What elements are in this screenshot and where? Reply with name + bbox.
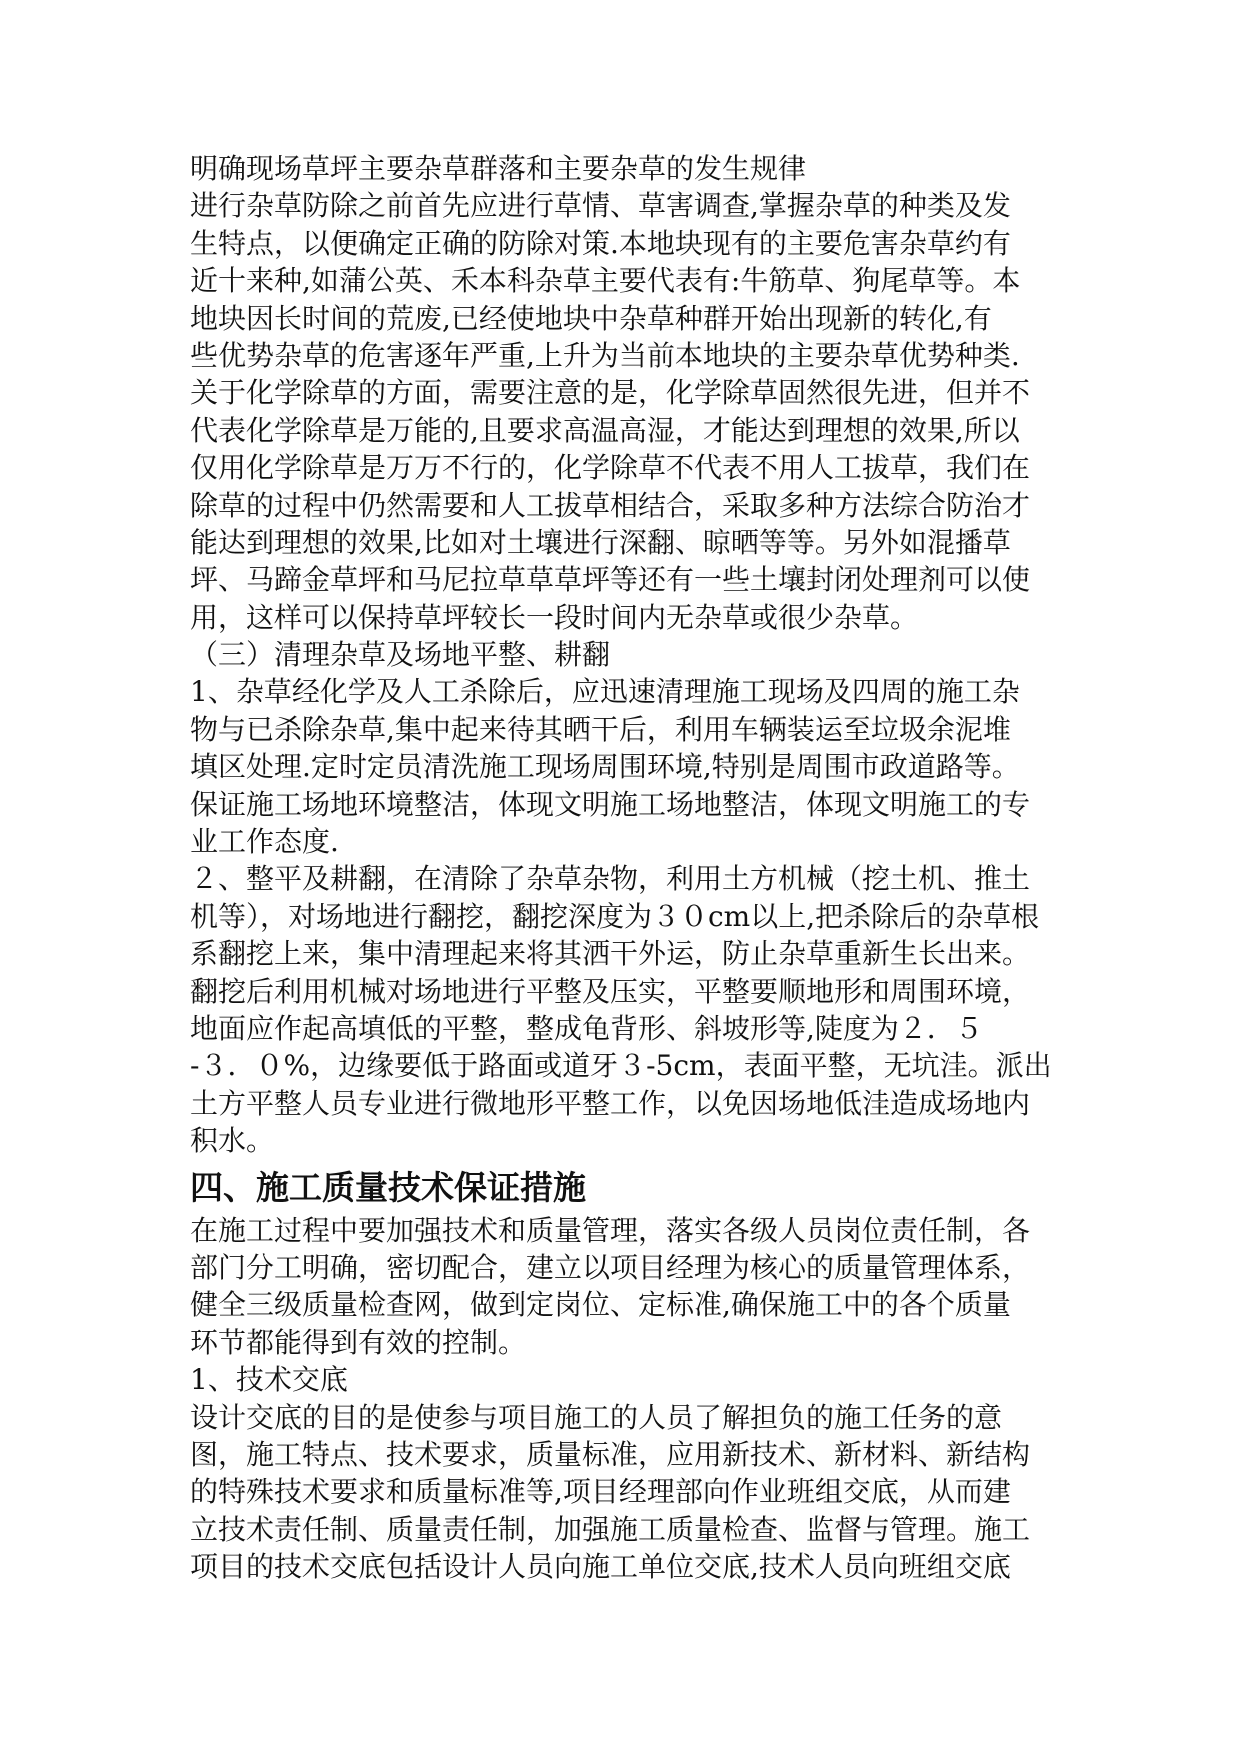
text-line: 地块因长时间的荒废,已经使地块中杂草种群开始出现新的转化,有 <box>190 301 992 335</box>
text-line: 代表化学除草是万能的,且要求高温高湿，才能达到理想的效果,所以 <box>190 413 1020 447</box>
text-line: 业工作态度. <box>190 825 339 859</box>
intro-section <box>190 150 1060 636</box>
text-line: -３．０%，边缘要低于路面或道牙３-5cm，表面平整，无坑洼。派出 <box>190 1049 1052 1083</box>
intro-title-line: 明确现场草坪主要杂草群落和主要杂草的发生规律 <box>190 152 807 185</box>
text-line: 的特殊技术要求和质量标准等,项目经理部向作业班组交底，从而建 <box>190 1475 1011 1509</box>
text-line: 保证施工场地环境整洁，体现文明施工场地整洁，体现文明施工的专 <box>190 787 1031 821</box>
text-line: 除草的过程中仍然需要和人工拔草相结合，采取多种方法综合防治才 <box>190 488 1031 522</box>
text-line: 在施工过程中要加强技术和质量管理，落实各级人员岗位责任制，各 <box>190 1213 1031 1247</box>
text-line: 健全三级质量检查网，做到定岗位、定标准,确保施工中的各个质量 <box>190 1288 1011 1322</box>
text-line: 立技术责任制、质量责任制，加强施工质量检查、监督与管理。施工 <box>190 1512 1031 1546</box>
text-line: 近十来种,如蒲公英、禾本科杂草主要代表有:牛筋草、狗尾草等。本 <box>190 264 1021 298</box>
text-line: 坪、马蹄金草坪和马尼拉草草草坪等还有一些土壤封闭处理剂可以使 <box>190 563 1031 597</box>
text-line: 积水。 <box>190 1124 275 1158</box>
text-line: 系翻挖上来，集中清理起来将其洒干外运，防止杂草重新生长出来。 <box>190 937 1031 971</box>
text-line: 关于化学除草的方面，需要注意的是，化学除草固然很先进，但并不 <box>190 376 1031 410</box>
text-line: 进行杂草防除之前首先应进行草情、草害调查,掌握杂草的种类及发 <box>190 189 1011 223</box>
section-four <box>190 1166 1060 1586</box>
text-line: 用，这样可以保持草坪较长一段时间内无杂草或很少杂草。 <box>190 600 919 634</box>
text-line: 些优势杂草的危害逐年严重,上升为当前本地块的主要杂草优势种类. <box>190 338 1020 372</box>
section-four-heading: 四、施工质量技术保证措施 <box>190 1167 586 1207</box>
text-line: 1、杂草经化学及人工杀除后，应迅速清理施工现场及四周的施工杂 <box>190 675 1020 709</box>
text-line: 部门分工明确，密切配合，建立以项目经理为核心的质量管理体系， <box>190 1250 1031 1284</box>
text-line: 填区处理.定时定员清洗施工现场周围环境,特别是周围市政道路等。 <box>190 750 1020 784</box>
section-three <box>190 636 1060 1159</box>
document-page <box>190 150 1060 1585</box>
text-line: 能达到理想的效果,比如对土壤进行深翻、晾晒等等。另外如混播草 <box>190 525 1011 559</box>
text-line: 设计交底的目的是使参与项目施工的人员了解担负的施工任务的意 <box>190 1400 1003 1434</box>
text-line: ２、整平及耕翻，在清除了杂草杂物，利用土方机械（挖土机、推土 <box>190 862 1031 896</box>
text-line: 仅用化学除草是万万不行的，化学除草不代表不用人工拔草，我们在 <box>190 451 1031 485</box>
text-line: 地面应作起高填低的平整，整成龟背形、斜坡形等,陡度为２．５ <box>190 1011 983 1045</box>
text-line: 机等），对场地进行翻挖，翻挖深度为３０cm以上,把杀除后的杂草根 <box>190 899 1040 933</box>
subsection-title: 1、技术交底 <box>190 1363 348 1397</box>
text-line: 生特点，以便确定正确的防除对策.本地块现有的主要危害杂草约有 <box>190 226 1011 260</box>
text-line: 土方平整人员专业进行微地形平整工作，以免因场地低洼造成场地内 <box>190 1086 1031 1120</box>
text-line: 环节都能得到有效的控制。 <box>190 1325 527 1359</box>
text-line: 翻挖后利用机械对场地进行平整及压实，平整要顺地形和周围环境， <box>190 974 1031 1008</box>
text-line: 项目的技术交底包括设计人员向施工单位交底,技术人员向班组交底 <box>190 1550 1011 1584</box>
section-three-title: （三）清理杂草及场地平整、耕翻 <box>190 638 611 672</box>
text-line: 图，施工特点、技术要求，质量标准，应用新技术、新材料、新结构 <box>190 1437 1031 1471</box>
text-line: 物与已杀除杂草,集中起来待其晒干后，利用车辆装运至垃圾余泥堆 <box>190 712 1011 746</box>
